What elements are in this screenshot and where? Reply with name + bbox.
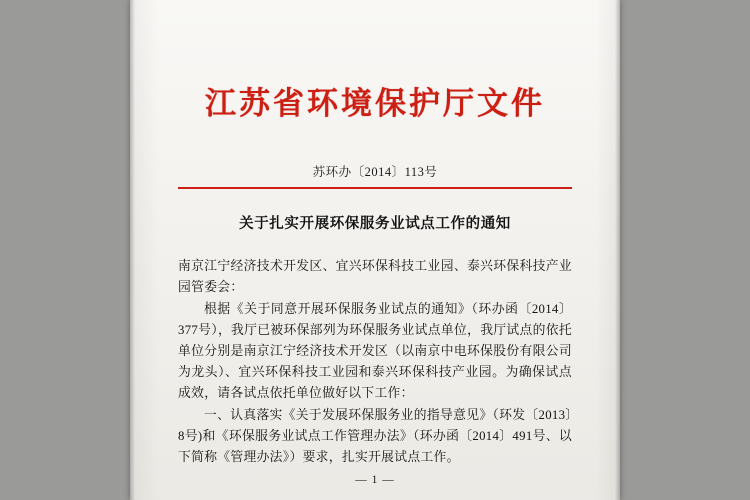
document-number: 苏环办〔2014〕113号 (312, 165, 438, 179)
document-page (130, 0, 620, 500)
body-paragraph: 根据《关于同意开展环保服务业试点的通知》（环办函〔2014〕377号），我厅已被环保部列为环保服务业试点单位，我厅试点的依托单位分别是南京江宁经济技术开发区（以南京中电环保股份有限公司为龙头）、宜兴环保科技工业园和泰兴环保科技产业园。为确保试点成效，请各试点依托单位做好以下工作： (178, 302, 572, 400)
body-paragraph: 南京江宁经济技术开发区、宜兴环保科技工业园、泰兴环保科技产业园管委会： (178, 259, 572, 294)
body-paragraph: 一、认真落实《关于发展环保服务业的指导意见》（环发〔2013〕8号)和《环保服务业试点工作管理办法》（环办函〔2014〕491号、以下简称《管理办法》）要求，扎实开展试点工作。 (178, 408, 572, 464)
page-number: — 1 — (355, 474, 395, 486)
document-body (178, 256, 572, 469)
document-title: 江苏省环境保护厅文件 (205, 86, 545, 121)
red-divider-rule (178, 187, 572, 189)
page-surface (130, 0, 620, 500)
document-subject: 关于扎实开展环保服务业试点工作的通知 (239, 216, 511, 232)
